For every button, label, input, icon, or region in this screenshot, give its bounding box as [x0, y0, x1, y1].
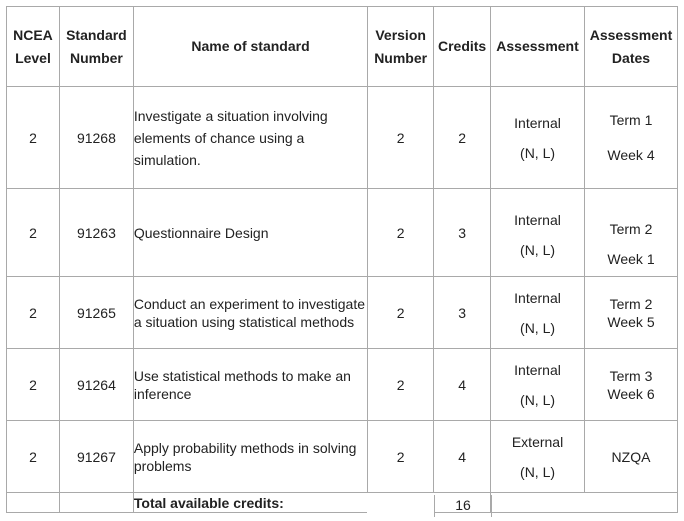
cell-version: 2 [368, 189, 434, 277]
cell-level: 2 [7, 349, 60, 421]
table-row [7, 277, 678, 349]
total-credits-label: Total available credits: [133, 493, 490, 513]
cell-standard-number: 91265 [59, 277, 133, 349]
assessment-grade: (N, L) [520, 391, 556, 408]
table-row [7, 349, 678, 421]
header-ncea-level: NCEA Level [7, 7, 60, 87]
header-standard-number: Standard Number [59, 7, 133, 87]
cell-credits: 3 [434, 277, 491, 349]
date-term: Term 2 [609, 295, 653, 312]
cell-dates [585, 349, 678, 421]
assessment-grade: (N, L) [520, 463, 556, 480]
date-term: Term 1 [609, 112, 653, 128]
date-week: Week 4 [607, 147, 655, 163]
assessment-type: External [511, 433, 564, 450]
cell-standard-number: 91264 [59, 349, 133, 421]
cell-standard-name: Conduct an experiment to investigate a situation using statistical methods [133, 277, 367, 349]
header-credits: Credits [434, 7, 491, 87]
cell-level: 2 [7, 189, 60, 277]
assessment-grade: (N, L) [520, 144, 556, 161]
cell-standard-number: 91267 [59, 421, 133, 493]
cell-credits: 4 [434, 421, 491, 493]
cell-dates [585, 277, 678, 349]
cell-dates [585, 189, 678, 277]
cell-version: 2 [368, 421, 434, 493]
date-week: Week 6 [607, 385, 655, 402]
cell-standard-number: 91268 [59, 87, 133, 189]
date-week: Week 1 [607, 251, 655, 267]
cell-standard-name: Investigate a situation involving elements of chance using a simulation. [133, 87, 367, 189]
cell-standard-name: Apply probability methods in solving problems [133, 421, 367, 493]
date-term: Term 2 [609, 221, 653, 237]
standards-table [6, 6, 678, 513]
cell-standard-number: 91263 [59, 189, 133, 277]
date-week: Week 5 [607, 313, 655, 330]
cell-level: 2 [7, 87, 60, 189]
cell-dates [585, 87, 678, 189]
assessment-grade: (N, L) [520, 319, 556, 336]
total-divider-left [434, 495, 435, 517]
assessment-type: Internal [514, 289, 561, 306]
date-term: Term 3 [609, 367, 653, 384]
total-divider-right [491, 495, 492, 517]
cell-version: 2 [368, 349, 434, 421]
header-row [7, 7, 678, 87]
cell-version: 2 [368, 277, 434, 349]
cell-level: 2 [7, 277, 60, 349]
header-version-number: Version Number [368, 7, 434, 87]
cell-assessment [491, 421, 585, 493]
total-credits-value: 16 [455, 497, 471, 513]
cell-standard-name: Use statistical methods to make an inference [133, 349, 367, 421]
cell-assessment [491, 87, 585, 189]
total-label-cover [367, 496, 434, 516]
cell-assessment [491, 349, 585, 421]
table-row [7, 421, 678, 493]
table-row [7, 87, 678, 189]
assessment-type: Internal [514, 212, 561, 228]
assessment-type: Internal [514, 361, 561, 378]
assessment-grade: (N, L) [520, 242, 556, 258]
total-row [7, 493, 678, 513]
header-assessment: Assessment [491, 7, 585, 87]
cell-credits: 2 [434, 87, 491, 189]
total-blank-2 [59, 493, 133, 513]
date-term: NZQA [611, 448, 651, 465]
cell-version: 2 [368, 87, 434, 189]
total-blank-1 [7, 493, 60, 513]
table-row [7, 189, 678, 277]
cell-dates [585, 421, 678, 493]
cell-credits: 3 [434, 189, 491, 277]
cell-level: 2 [7, 421, 60, 493]
cell-standard-name: Questionnaire Design [133, 189, 367, 277]
assessment-type: Internal [514, 114, 561, 131]
header-assessment-dates: Assessment Dates [585, 7, 678, 87]
cell-credits: 4 [434, 349, 491, 421]
cell-assessment [491, 189, 585, 277]
total-blank-3 [491, 493, 678, 513]
cell-assessment [491, 277, 585, 349]
header-name-of-standard: Name of standard [133, 7, 367, 87]
